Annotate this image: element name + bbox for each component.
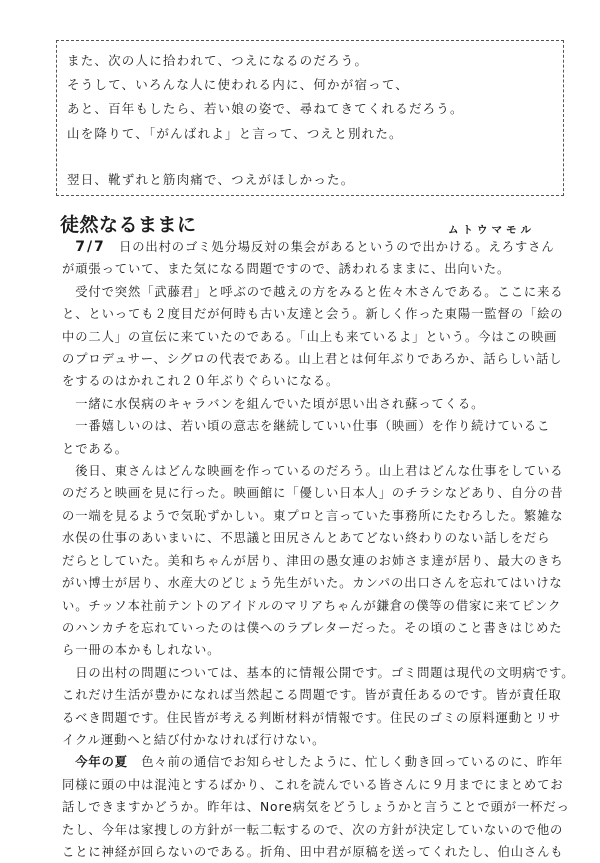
paragraph-line — [62, 415, 572, 437]
paragraph-text: 一番嬉しいのは、若い頃の意志を継続していい仕事（映画）を作り続けているこ — [75, 419, 551, 434]
paragraph-line: これだけ生活が豊かになれば当然起こる問題です。皆が責任あるのです。皆が責任取 — [62, 688, 562, 703]
paragraph-line — [62, 662, 575, 684]
story-line: あと、百年もしたら、若い娘の姿で、尋ねてきてくれるだろう。 — [67, 101, 464, 117]
paragraph-line: だらとしていた。美和ちゃんが居り、津田の愚女連のお姉さま達が居り、最大のきち — [62, 553, 564, 568]
paragraph-line: たし、今年は家捜しの方針が一転二転するので、次の方針が決定していないので他の — [62, 822, 564, 837]
paragraph-text: 受付で突然「武藤君」と呼ぶので越えの方をみると佐々木さんである。ここに来る — [75, 284, 564, 299]
paragraph-text: 色々前の通信でお知らせしたように、忙しく動き回っているのに、昨年 — [141, 755, 564, 770]
paragraph-line: 話しできますかどうか。昨年は、Nore病気をどうしょうかと言うことで頭が一杯だっ — [62, 800, 570, 815]
essay-author: ムトウマモル — [448, 224, 535, 236]
paragraph-text: 後日、東さんはどんな映画を作っているのだろう。山上君はどんな仕事をしている — [75, 464, 564, 479]
story-line: また、次の人に拾われて、つえになるのだろう。 — [67, 53, 369, 68]
story-line: 山を降りて、「がんばれよ」と言って、つえと別れた。 — [67, 125, 403, 141]
paragraph-line: 同様に頭の中は混沌とするばかり、これを読んでいる皆さんに９月までにまとめてお — [62, 777, 564, 792]
paragraph-line: のハンカチを忘れていったのは僕へのラブレターだった。その頃のこと書きはじめた — [62, 620, 563, 635]
paragraph-line: の一端を見るようで気恥ずかしい。東プロと言っていた事務所にたむろした。繁雑な — [62, 508, 564, 523]
paragraph-text: 日の出村のゴミ処分場反対の集会があるというので出かける。えろすさん — [119, 240, 555, 254]
paragraph-line: イクル運動へと結び付かなければ行けない。 — [62, 732, 326, 747]
story-line: そうして、いろんな人に使われる内に、何かが宿って、 — [67, 77, 410, 93]
paragraph-line — [62, 460, 572, 482]
paragraph-text: 日の出村の問題については、基本的に情報公開です。ゴミ問題は現代の文明病です。 — [75, 665, 575, 680]
paragraph-line: と、といっても２度目だが何時も古い友達と会う。新しく作った東陽一監督の「絵の — [62, 307, 564, 322]
paragraph-line: ら一冊の本かもしれない。 — [62, 643, 221, 658]
paragraph-line: 水俣の仕事のあいまいに、不思議と田尻さんとあてどない終わりのない話しをだら — [62, 531, 551, 546]
paragraph-line: が頑張っていて、また気になる問題ですので、誘われるままに、出向いた。 — [62, 262, 511, 277]
summer-label: 今年の夏 — [75, 755, 128, 770]
paragraph-line: るべき問題です。住民皆が考える判断材料が情報です。住民のゴミの原料運動とリサ — [62, 710, 562, 725]
paragraph-line — [62, 393, 572, 415]
paragraph-line: い。チッソ本社前テントのアイドルのマリアちゃんが鎌倉の僕等の借家に来てピンク — [62, 598, 562, 613]
essay-title: 徒然なるままに — [60, 214, 197, 236]
essay-body — [62, 236, 575, 863]
story-line: 翌日、靴ずれと筋肉痛で、つえがほしかった。 — [67, 171, 355, 187]
paragraph-line: とである。 — [62, 441, 128, 456]
paragraph-line: のだろと映画を見に行った。映画館に「優しい日本人」のチラシなどあり、自分の昔 — [62, 486, 564, 501]
continued-story-box — [56, 40, 564, 196]
paragraph-line — [62, 751, 572, 773]
paragraph-line: のプロデュサー、シグロの代表である。山上君とは何年ぶりであろか、話らしい話し — [62, 352, 563, 367]
paragraph-line — [62, 236, 572, 258]
paragraph-text: 一緒に水俣病のキャラバンを組んでいた頃が思い出され蘇ってくる。 — [75, 396, 485, 411]
paragraph-line: がい博士が居り、水産大のどじょう先生がいた。カンパの出口さんを忘れてはいけな — [62, 576, 563, 591]
paragraph-line — [62, 281, 572, 303]
paragraph-line: をするのはかれこれ２０年ぶりぐらいになる。 — [62, 374, 340, 389]
paragraph-line: ことに神経が回らないのである。折角、田中君が原稿を送ってくれたし、伯山さんも — [62, 844, 564, 859]
entry-date: 7/7 — [75, 239, 106, 255]
paragraph-line: 中の二人」の宣伝に来ていたのである。「山上も来ているよ」という。今はこの映画 — [62, 329, 558, 344]
